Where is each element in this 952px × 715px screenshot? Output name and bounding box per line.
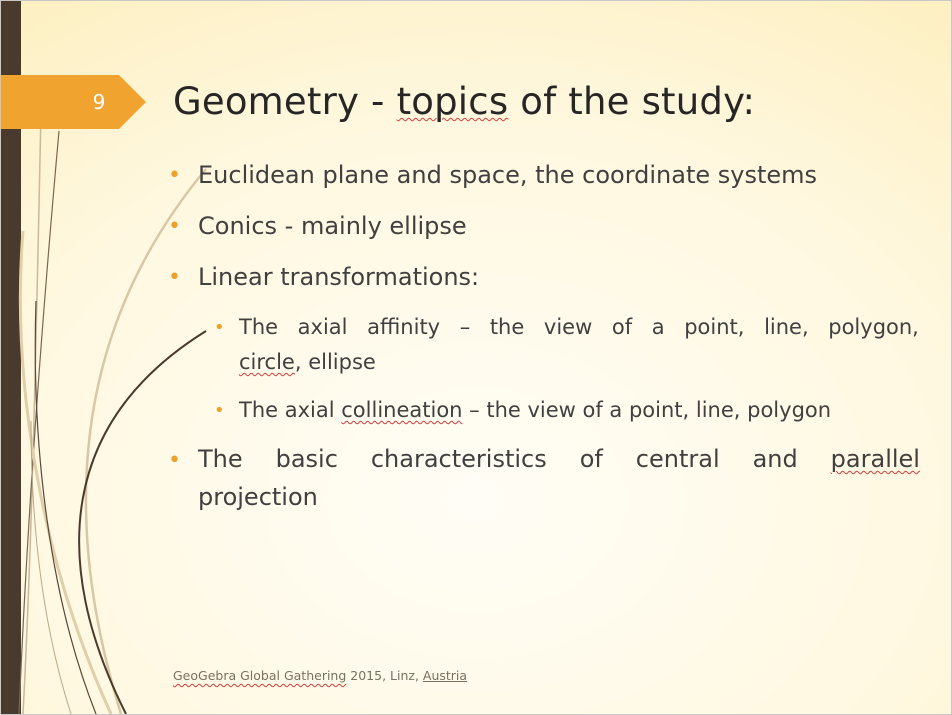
bullet-text: Euclidean plane and space, the coordinate systems [198, 161, 818, 189]
bullet-text-line2: projection [198, 483, 318, 511]
bullet-icon: • [168, 163, 181, 188]
bullet-icon: • [168, 448, 181, 473]
bullet-icon: • [168, 214, 181, 239]
slide-title: Geometry - topics of the study: [173, 80, 756, 123]
bullet-text: Linear transformations: [198, 263, 480, 291]
sub-bullet-text-line1: The axial affinity – the view of a point, line, polygon, [239, 315, 919, 339]
bullet-text-line1: The basic characteristics of central and parallel [198, 445, 920, 473]
sub-bullet-text-line2: circle, ellipse [239, 350, 376, 374]
slide-number-badge [1, 75, 146, 129]
sub-bullet-icon: • [214, 400, 225, 421]
bullet-icon: • [168, 265, 181, 290]
sub-bullet-text: The axial collineation – the view of a point, line, polygon [239, 398, 832, 422]
slide-footer: GeoGebra Global Gathering 2015, Linz, Austria [173, 668, 468, 683]
sub-bullet-icon: • [214, 317, 225, 338]
bullet-text: Conics - mainly ellipse [198, 212, 467, 240]
slide-number: 9 [92, 90, 106, 114]
